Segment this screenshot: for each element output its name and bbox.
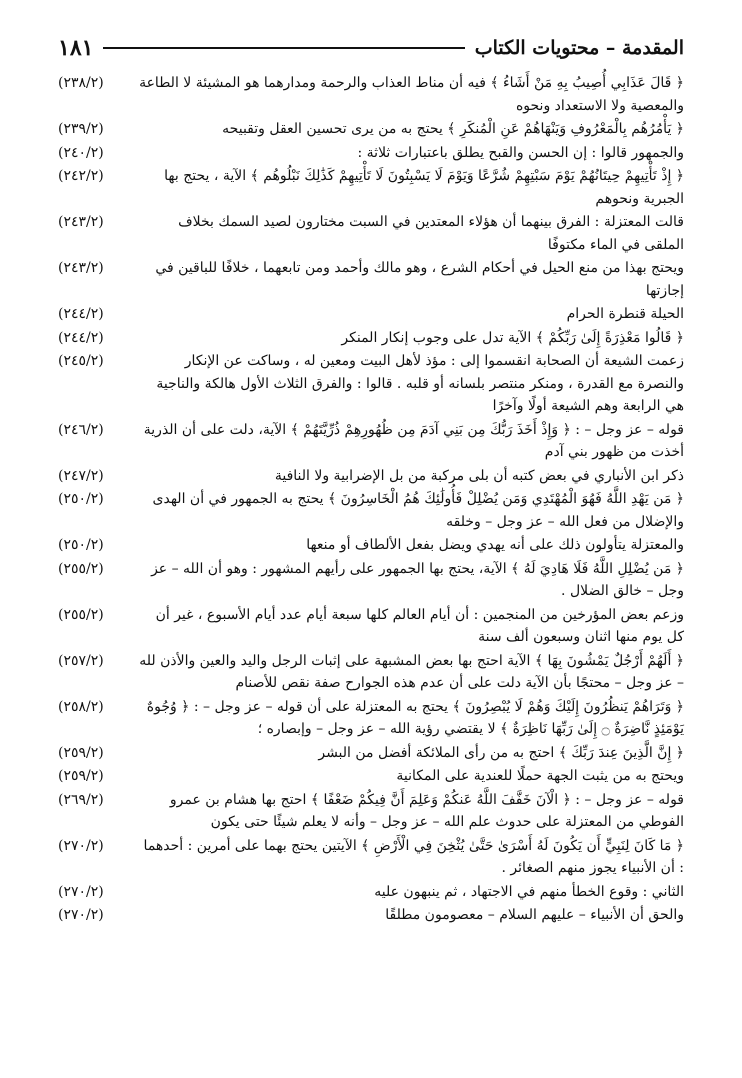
index-entry (58, 742, 684, 765)
index-entry (58, 465, 684, 488)
index-entry (58, 327, 684, 350)
entry-text: ﴿ مَا كَانَ لِنَبِيٍّ أَن يَكُونَ لَهُ أَسْرَىٰ حَتَّىٰ يُثْخِنَ فِي الْأَرْضِ ﴾ الآيتين يحتج بهما على أمرين : أحدهما : أن الأنبياء يجوز منهم الصغائر . (143, 837, 684, 876)
entry-reference: (٢٣٨/٢) (58, 75, 104, 91)
index-entry (58, 696, 684, 741)
entry-reference: (٢٥٩/٢) (58, 744, 104, 761)
entry-reference: (٢٥٨/٢) (58, 698, 104, 715)
entry-text: وزعم بعض المؤرخين من المنجمين : أن أيام العالم كلها سبعة أيام عدد أيام الأسبوع ، غير أن كل يوم منها اثنان وسبعون ألف سنة (155, 606, 684, 645)
entry-reference: (٢٤٧/٢) (58, 467, 104, 484)
entry-reference: (٢٧٠/٢) (58, 907, 104, 923)
entry-reference: (٢٤٤/٢) (58, 306, 104, 322)
index-entry (58, 72, 684, 117)
index-entry (58, 835, 684, 880)
entry-reference: (٢٤٣/٢) (58, 214, 104, 230)
entry-text: ﴿ إِنَّ الَّذِينَ عِندَ رَبِّكَ ﴾ احتج به من رأى الملائكة أفضل من البشر (318, 744, 684, 761)
index-entry (58, 142, 684, 165)
index-entry (58, 419, 684, 464)
entry-reference: (٢٤٣/٢) (58, 260, 104, 276)
entry-text: ﴿ مَن يُضْلِلِ اللَّهُ فَلَا هَادِيَ لَهُ ﴾ الآية، يحتج بها الجمهور على رأيهم المشهور : وهو أن الله – عز وجل – خالق الضلال . (151, 560, 684, 599)
entry-reference: (٢٤٢/٢) (58, 168, 104, 184)
entry-text: ﴿ قَالَ عَذَابِي أُصِيبُ بِهِ مَنْ أَشَاءُ ﴾ فيه أن مناط العذاب والرحمة ومدارهما هو المشيئة لا الطاعة والمعصية ولا الاستعداد ونحوه (139, 75, 684, 114)
index-entry (58, 534, 684, 557)
index-entry (58, 789, 684, 834)
index-entry (58, 881, 684, 904)
entry-reference: (٢٤٥/٢) (58, 353, 104, 369)
entry-reference: (٢٥٩/٢) (58, 768, 104, 784)
entry-text: ويحتج به من يثبت الجهة حملًا للعندية على المكانية (396, 768, 684, 784)
page-header (58, 30, 684, 66)
entry-text: زعمت الشيعة أن الصحابة انقسموا إلى : مؤذ لأهل البيت ومعين له ، وساكت عن الإنكار والنصرة مع القدرة ، ومنكر منتصر بلسانه أو قلبه . قالوا : والفرق الثلاث الأول هالكة والناجية هي الرابعة وهم الشيعة أولًا وآخرًا (156, 353, 684, 414)
index-entry (58, 488, 684, 533)
entry-text: ﴿ يَأْمُرُهُم بِالْمَعْرُوفِ وَيَنْهَاهُمْ عَنِ الْمُنكَرِ ﴾ يحتج به من يرى تحسين العقل وتقبيحه (222, 121, 684, 137)
entry-text: والجمهور قالوا : إن الحسن والقبح يطلق باعتبارات ثلاثة : (357, 144, 684, 161)
entry-reference: (٢٣٩/٢) (58, 121, 104, 137)
entry-text: ﴿ قَالُوا مَعْذِرَةً إِلَىٰ رَبِّكُمْ ﴾ الآية تدل على وجوب إنكار المنكر (341, 329, 684, 346)
running-title: المقدمة – محتويات الكتاب (474, 37, 684, 59)
entry-reference: (٢٤٤/٢) (58, 329, 104, 346)
page-number: ١٨١ (58, 35, 94, 61)
entry-text: ﴿ وَتَرَاهُمْ يَنظُرُونَ إِلَيْكَ وَهُمْ لَا يُبْصِرُونَ ﴾ يحتج به المعتزلة على أن قوله – عز وجل – : ﴿ وُجُوهٌ يَوْمَئِذٍ نَّاضِرَةٌ ۝ إِلَىٰ رَبِّهَا نَاظِرَةٌ ﴾ لا يقتضي رؤية الله – عز وجل – وإبصاره ؛ (146, 698, 684, 737)
entry-reference: (٢٥٠/٢) (58, 491, 104, 507)
entry-text: ﴿ مَن يَهْدِ اللَّهُ فَهُوَ الْمُهْتَدِي وَمَن يُضْلِلْ فَأُولَٰئِكَ هُمُ الْخَاسِرُونَ ﴾ يحتج به الجمهور في أن الهدى والإضلال من فعل الله – عز وجل – وخلقه (152, 491, 684, 530)
index-entry (58, 257, 684, 302)
entry-text: قوله – عز وجل – : ﴿ وَإِذْ أَخَذَ رَبُّكَ مِن بَنِي آدَمَ مِن ظُهُورِهِمْ ذُرِّيَّتَهُمْ ﴾ الآية، دلت على أن الذرية أخذت من ظهور بني آدم (143, 421, 684, 460)
index-entry (58, 558, 684, 603)
index-entry (58, 165, 684, 210)
index-entry (58, 211, 684, 256)
entry-reference: (٢٤٦/٢) (58, 421, 104, 438)
entry-reference: (٢٥٧/٢) (58, 652, 104, 669)
entry-reference: (٢٤٠/٢) (58, 144, 104, 161)
entry-text: ﴿ إِذْ تَأْتِيهِمْ حِيتَانُهُمْ يَوْمَ سَبْتِهِمْ شُرَّعًا وَيَوْمَ لَا يَسْبِتُونَ لَا تَأْتِيهِمْ كَذَٰلِكَ نَبْلُوهُم ﴾ الآية ، يحتج بها الجبرية ونحوهم (164, 168, 684, 207)
entry-text: والمعتزلة يتأولون ذلك على أنه يهدي ويضل بفعل الألطاف أو منعها (306, 537, 684, 553)
index-entry (58, 765, 684, 788)
entry-text: ﴿ أَلَهُمْ أَرْجُلٌ يَمْشُونَ بِهَا ﴾ الآية احتج بها بعض المشبهة على إثبات الرجل واليد والعين والأذن لله – عز وجل – محتجًا بأن الآية دلت على أن عدم هذه الجوارح صفة نقص للأصنام (139, 652, 684, 691)
entry-reference: (٢٧٠/٢) (58, 883, 104, 900)
entry-text: الحيلة قنطرة الحرام (566, 306, 684, 322)
entry-text: والحق أن الأنبياء – عليهم السلام – معصومون مطلقًا (385, 907, 684, 923)
index-entry (58, 904, 684, 927)
index-entry (58, 303, 684, 326)
index-entry (58, 350, 684, 418)
index-entry (58, 650, 684, 695)
entry-reference: (٢٥٠/٢) (58, 537, 104, 553)
entry-text: قوله – عز وجل – : ﴿ الْآنَ خَفَّفَ اللَّهُ عَنكُمْ وَعَلِمَ أَنَّ فِيكُمْ ضَعْفًا ﴾ احتج بها هشام بن عمرو الفوطي من المعتزلة على حدوث علم الله – عز وجل – وأنه لا يعلم شيئًا حتى يكون (169, 791, 684, 830)
entry-reference: (٢٥٥/٢) (58, 606, 104, 623)
entry-text: ويحتج بهذا من منع الحيل في أحكام الشرع ، وهو مالك وأحمد ومن تابعهما ، خلافًا للباقين في إجازتها (155, 260, 684, 299)
entry-text: ذكر ابن الأنباري في بعض كتبه أن بلى مركبة من بل الإضرابية ولا النافية (274, 467, 684, 484)
header-rule (103, 47, 464, 49)
index-entry (58, 118, 684, 141)
entry-text: الثاني : وقوع الخطأ منهم في الاجتهاد ، ثم ينبهون عليه (374, 883, 684, 900)
entry-reference: (٢٦٩/٢) (58, 791, 104, 808)
entry-text: قالت المعتزلة : الفرق بينهما أن هؤلاء المعتدين في السبت مختارون لصيد السمك بخلاف الملقى في الماء مكتوفًا (178, 214, 684, 253)
index-entry (58, 604, 684, 649)
entry-reference: (٢٥٥/٢) (58, 560, 104, 577)
entry-reference: (٢٧٠/٢) (58, 837, 104, 854)
entries-list (58, 72, 684, 927)
